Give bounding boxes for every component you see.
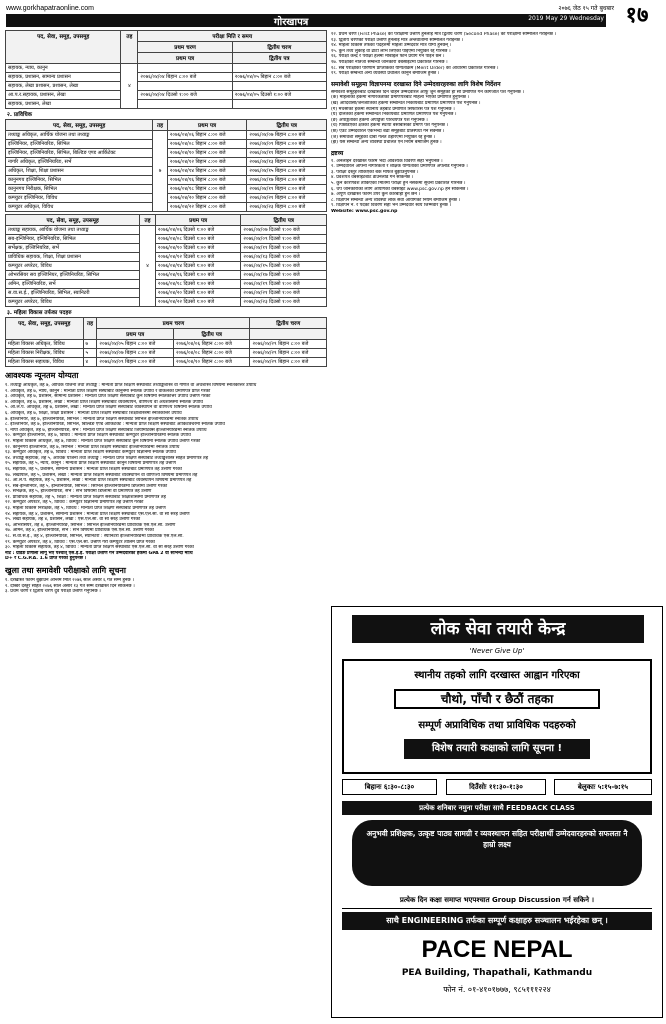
list-item: १५. कुनै तथ्य लुकाई वा ढाँटी लाभ लिएको पाइएमा नियुक्ति रद्द गरिनेछ । <box>331 48 451 54</box>
list-item: १०. कम्प्युटर इञ्जिनियर, तह ७, विविध : मान्यता प्राप्त शिक्षण संस्थाबाट कम्प्युटर इञ्जिनियरिङमा स्नातक उपाधि <box>5 433 191 439</box>
table-row: सब-इन्जिनियर, इन्जिनियरिङ, सिभिल २०७६/०४/०८ दिउसो १:०० बजे २०७६/०४/०९ दिउसो १:०० बजे <box>6 235 327 244</box>
note-line: नोट : ग्रेडिङ प्रणाली लागू भए पश्चात् एस.इ.ई. परीक्षा उत्तीर्ण गर्ने उम्मेदवारका हकमा GPA 2 वा सोभन्दा माथि <box>5 550 193 556</box>
header-date-np: २०७६ जेठ १५ गते बुधबार <box>558 5 614 12</box>
list-item: ५. आ.ले.प. अधिकृत, तह ७, प्रशासन, लेखा : मान्यता प्राप्त शिक्षण संस्थाबाट व्यवस्थापन वा वाणिज्य विषयमा स्नातक उपाधि <box>5 405 212 411</box>
class-times <box>342 779 652 795</box>
time-morning: बिहानः ६:३०-८:३० <box>342 779 437 795</box>
table-row: सर्भेक्षक, इञ्जिनियरिङ, सर्भे २०७६/०४/१० दिउसो १:०० बजे २०७६/०४/११ दिउसो १:०० बजे <box>6 244 327 253</box>
left-column <box>5 30 327 1020</box>
advert-features: अनुभवी प्रशिक्षक, उत्कृष्ट पाठ्य सामग्री र व्यवस्थापन सहित परीक्षार्थी उम्मेदवारहरुको सफलता नै हाम्रो लक्ष्य <box>352 820 642 886</box>
website-link[interactable]: Website: www.psc.gov.np <box>331 209 398 215</box>
list-item: ७. इञ्जिनियर, तह ७, इञ्जिनियरिङ, सिभिल : मान्यता प्राप्त शिक्षण संस्थाबाट सिभिल इञ्जिनियरिङमा स्नातक उपाधि <box>5 416 199 422</box>
list-item: १७. लेखापाल, तह ५, प्रशासन, लेखा : मान्यता प्राप्त शिक्षण संस्थाबाट व्यवस्थापन वा वाणिज्य विषयमा प्रमाणपत्र तह <box>5 472 198 478</box>
exam-info-heading: खुला तथा समावेशी परीक्षाको लागि सूचना <box>5 566 126 575</box>
exam-schedule-table-women: पद, सेवा, समूह, उपसमूह तह प्रथम चरण द्वितीय चरण प्रथम पत्र द्वितीय पत्र महिला विकास अधिकृत, विविध ७ २०७६/०४/०५ बिहान ८:०० बजे २०७६/०४/०६ बिहान ८:०० बजे २०७६/०४/२९ बिहान ८:०० बजे महिला विकास निरीक्षक, विविध ५ २०७६/०४/०७ बिहान ८:०० बजे २०७६/०४/०८ बिहान ८:०० बजे २०७६/०४/२९ बिहान ८:०० बजे महिला विकास सहायक, विविध ४ २०७६/०४/०९ बिहान ८:०० बजे २०७६/०४/१० बिहान ८:०० बजे २०७६/०४/२९ बिहान ८:०० बजे <box>5 317 327 367</box>
advert-line-4: विशेष तयारी कक्षाको लागि सूचना ! <box>404 739 590 759</box>
col-post-header: पद, सेवा, समूह, उपसमूह <box>6 31 121 64</box>
page-number: १७ <box>625 3 649 28</box>
list-item: ५. कुनै कारणवश तोकिएको मितिमा परीक्षा हुन नसकेमा सूचना प्रकाशित गरिनेछ । <box>331 181 466 187</box>
table-row: सहायक, प्रशासन, लेखा <box>6 100 327 109</box>
list-item: १६. सहायक, तह ५, प्रशासन, सामान्य प्रशासन : मान्यता प्राप्त शिक्षण संस्थाबाट प्रमाणपत्र तह उत्तीर्ण गरेको <box>5 466 182 472</box>
list-item: २२. कम्प्युटर अपरेटर, तह ५, विविध : कम्प्युटर विज्ञानमा प्रमाणपत्र तह उत्तीर्ण गरेको <box>5 500 144 506</box>
list-item: ६. अधिकृत, तह ७, शिक्षा, शिक्षा प्रशासन : मान्यता प्राप्त शिक्षण संस्थाबाट शिक्षाशास्त्रमा स्नातकोत्तर उपाधि <box>5 410 182 416</box>
table-row: कम्प्युटर अपरेटर, विविध २०७६/०४/२२ दिउसो १:०० बजे २०७६/०४/२३ दिउसो १:०० बजे <box>6 298 327 307</box>
list-item: २१. प्राविधिक सहायक, तह ५, शिक्षा : मान्यता प्राप्त शिक्षण संस्थाबाट शिक्षाशास्त्रमा प्रमाणपत्र तह <box>5 494 166 500</box>
list-item: २९. कम्प्युटर अपरेटर, तह ४, विविध : एस.एल.सी. उत्तीर्ण गरी कम्प्युटर तालिम प्राप्त गरेको <box>5 539 155 545</box>
col-exam-header: परीक्षा मिति र समय <box>138 31 327 42</box>
list-item: १४. महिला विकास तर्फका पदहरुमा महिला उम्मेदवार मात्र योग्य हुनेछन् । <box>331 43 452 49</box>
table-row: कानुनगय इञ्जिनियर, सिभिल २०७६/०४/१६ बिहान ८:०० बजे २०७६/०४/१७ बिहान ८:०० बजे <box>6 176 327 185</box>
note-line: D+ र C.G.P.A. 1.6 प्राप्त गरेको हुनुपर्नेछ । <box>5 556 87 562</box>
col-level-header: तह <box>121 31 138 64</box>
table-row: इञ्जिनियर, इञ्जिनियरिङ, सिभिल, बिल्डिङ एण्ड आर्किटेक्ट २०७६/०४/१० बिहान ८:०० बजे २०७६/०४/११ बिहान ८:०० बजे <box>6 149 327 158</box>
table-row: अधिकृत, शिक्षा, शिक्षा प्रशासन २०७६/०४/१४ बिहान ८:०० बजे २०७६/०४/१५ बिहान ८:०० बजे <box>6 167 327 176</box>
list-item: १. अनलाइन दरखास्त फारम भर्दा आवश्यक विवरण सही भर्नुपर्नेछ । <box>331 158 443 164</box>
list-item: (घ) दलितको हकमा सम्बन्धित निकायबाट प्रमाणित प्रमाणपत्र पेश गर्नुपर्नेछ । <box>331 112 457 118</box>
advert-line-2: चौथो, पाँचौ र छैठौं तहका <box>394 689 600 709</box>
table-row: सहायक, प्रशासन, सामान्य प्रशासन २०७६/०४/०४ बिहान ८:०० बजे २०७६/०४/०५ बिहान ८:०० बजे <box>6 73 327 82</box>
list-item: २. उम्मेदवारले आफ्नो नागरिकता र शैक्षिक योग्यताको प्रमाणपत्र अपलोड गर्नुपर्नेछ । <box>331 164 468 170</box>
brand-phone: फोन नं. ०१-४१०१७७७, ९८५१११२२४ <box>443 985 551 994</box>
website-url[interactable]: www.gorkhapatraonline.com <box>6 5 94 12</box>
table-row: महिला विकास सहायक, विविध ४ २०७६/०४/०९ बिहान ८:०० बजे २०७६/०४/१० बिहान ८:०० बजे २०७६/०४/२९ बिहान ८:०० बजे <box>6 358 327 367</box>
col-first-phase: प्रथम चरण <box>138 42 232 53</box>
list-item: ४. प्रवेशपत्र वेबसाइटबाट डाउनलोड गर्न सकिनेछ । <box>331 175 414 181</box>
list-item: ३०. महिला विकास सहायक, तह ४, विविध : मान्यता प्राप्त शिक्षण संस्थाबाट एस.एल.सी. वा सो सरह उत्तीर्ण गरेको <box>5 545 194 551</box>
newspaper-name: गोरखापत्र <box>274 17 309 28</box>
list-item: (ग) मधेसीको हकमा स्थानीय तहबाट प्रमाणित सिफारिस पत्र पेश गर्नुपर्नेछ । <box>331 106 455 112</box>
list-item: १३. द्वितीय चरणको परीक्षा उत्तीर्ण हुनेलाई मात्र अन्तर्वार्तामा सम्मिलित गराइनेछ । <box>331 37 464 43</box>
pace-nepal-advert <box>331 606 663 1018</box>
list-item: ४. अधिकृत, तह ७, प्रशासन, लेखा : मान्यता प्राप्त शिक्षण संस्थाबाट व्यवस्थापन, वाणिज्य वा अर्थशास्त्रमा स्नातक उपाधि <box>5 399 203 405</box>
advert-announcement-box <box>342 659 652 774</box>
group-discussion-note: प्रत्येक दिन कक्षा समाप्त भएपश्चात Group Discussion गर्न सकिने । <box>342 892 652 909</box>
list-item: (ङ) अपाङ्गताको हकमा अपाङ्गता परिचयपत्र पेश गर्नुपर्नेछ । <box>331 117 428 123</box>
qualifications-heading: आवश्यक न्यूनतम योग्यता <box>5 371 79 380</box>
inclusive-rules-heading: समावेशी समूहमा विज्ञापनमा दरखास्त दिने उम्मेदवारहरुका लागि विशेष निर्देशन <box>331 80 501 88</box>
table-row: आ.प.र.सहायक, प्रशासन, लेखा २०७६/०४/०४ दिउसो १:०० बजे २०७६/०४/०५ दिउसो १:०० बजे <box>6 91 327 100</box>
table-row: कम्प्युटर अधिकृत, विविध २०७६/०४/२२ बिहान ८:०० बजे २०७६/०४/२३ बिहान ८:०० बजे <box>6 203 327 212</box>
list-item: ९. विज्ञापन नं. र पदको विवरण सही भर्न उम्मेदवार स्वयं जिम्मेवार हुनेछ । <box>331 203 452 209</box>
table-row: सहायक, लेखा प्रशासन, प्रशासन, लेखा <box>6 82 327 91</box>
table-row: प्राविधिक सहायक, शिक्षा, शिक्षा प्रशासन २०७६/०४/१२ दिउसो १:०० बजे २०७६/०४/१३ दिउसो १:०० बजे <box>6 253 327 262</box>
list-item: १७. परीक्षाको नतिजा सम्बन्धी जानकारी वेबसाइटमा प्रकाशित गरिनेछ । <box>331 59 448 65</box>
list-item: ६. थप जानकारीका लागि आयोगको वेबसाइट www.psc.gov.np हेर्न सकिनेछ । <box>331 186 469 192</box>
list-item: २५. लेखा सहायक, तह ४, प्रशासन, लेखा : एस.एल.सी. वा सो सरह उत्तीर्ण गरेको <box>5 517 141 523</box>
notice-heading: द्रष्टव्य <box>331 149 344 157</box>
list-item: १९. सब-इन्जिनियर, तह ५, इन्जिनियरिङ, सिभिल : सिभिल इञ्जिनियरिङमा डिप्लोमा उत्तीर्ण गरेको <box>5 483 168 489</box>
table-row: स.वा.स.ई., इञ्जिनियरिङ, सिभिल, स्यानिटरी २०७६/०४/२० दिउसो १:०० बजे २०७६/०४/२१ दिउसो १:०० बजे <box>6 289 327 298</box>
inclusive-rules-list <box>331 90 663 146</box>
exam-schedule-table-technical: पद, सेवा, समूह, उपसमूह तह प्रथम पत्र द्वितीय पत्र तथ्याङ्क अधिकृत, आर्थिक योजना तथा तथ्याङ्क ७ २०७६/०४/०६ बिहान ८:०० बजे २०७६/०४/०७ बिहान ८:०० बजे इञ्जिनियर, इञ्जिनियरिङ, सिभिल २०७६/०४/०८ बिहान ८:०० बजे २०७६/०४/०९ बिहान ८:०० बजे इञ्जिनियर, इञ्जिनियरिङ, सिभिल, बिल्डिङ एण्ड आर्किटेक्ट २०७६/०४/१० बिहान ८:०० बजे २०७६/०४/११ बिहान ८:०० बजे नागरि अधिकृत, इञ्जिनियरिङ, सर्भे २०७६/०४/१२ बिहान ८:०० बजे २०७६/०४/१३ बिहान ८:०० बजे अधिकृत, शिक्षा, शिक्षा प्रशासन २०७६/०४/१४ बिहान ८:०० बजे २०७६/०४/१५ बिहान ८:०० बजे कानुनगय इञ्जिनियर, सिभिल २०७६/०४/१६ बिहान ८:०० बजे २०७६/०४/१७ बिहान ८:०० बजे कानुनगय निरीक्षक, सिभिल २०७६/०४/१८ बिहान ८:०० बजे २०७६/०४/१९ बिहान ८:०० बजे कम्प्युटर इञ्जिनियर, विविध २०७६/०४/२० बिहान ८:०० बजे २०७६/०४/२१ बिहान ८:०० बजे कम्प्युटर अधिकृत, विविध २०७६/०४/२२ बिहान ८:०० बजे २०७६/०४/२३ बिहान ८:०० बजे <box>5 119 327 212</box>
col-second-phase: द्वितीय चरण <box>232 42 326 53</box>
qualifications-list <box>5 383 327 562</box>
list-item: २४. सहायक, तह ४, प्रशासन, सामान्य प्रशासन : मान्यता प्राप्त शिक्षण संस्थाबाट एस.एल.सी. वा सो सरह उत्तीर्ण <box>5 511 190 517</box>
right-column <box>331 30 663 1020</box>
list-item: २७. अमिन, तह ४, इञ्जिनियरिङ, सर्भे : सर्भे विषयमा प्राविधिक एस.एल.सी. उत्तीर्ण गरेको <box>5 528 154 534</box>
notice-list <box>331 159 663 215</box>
list-item: २०. सर्भेक्षक, तह ५, इञ्जिनियरिङ, सर्भे : सर्भे विषयमा डिप्लोमा वा प्रमाणपत्र तह उत्तीर्ण <box>5 489 152 495</box>
list-item: समावेशी समूहहरुबाट दरखास्त दिन चाहने उम्मेदवारले आफू जुन समूहको हो सो प्रमाणित गर्ने कागजात पेश गर्नुपर्नेछ । <box>331 89 525 95</box>
list-item: (छ) एउटै उम्मेदवारले एकभन्दा बढी समूहबाट प्रतिस्पर्धा गर्न सक्नेछ । <box>331 128 445 134</box>
advert-brand <box>342 934 652 1014</box>
list-item: २६. ओभरसियर, तह ४, इञ्जिनियरिङ, सिभिल : सिभिल इञ्जिनियरिङमा प्राविधिक एस.एल.सी. उत्तीर्ण <box>5 522 176 528</box>
table-row: नागरि अधिकृत, इञ्जिनियरिङ, सर्भे २०७६/०४/१२ बिहान ८:०० बजे २०७६/०४/१३ बिहान ८:०० बजे <box>6 158 327 167</box>
exam-schedule-table-admin <box>5 30 327 109</box>
list-item: (ज) समावेशी समूहको दाबी गलत ठहरिएमा नियुक्ति रद्द हुनेछ । <box>331 134 436 140</box>
list-item: ३. परीक्षा दस्तुर तोकिएको बैंक मार्फत बुझाउनुपर्नेछ । <box>331 169 419 175</box>
list-item: १. तथ्याङ्क अधिकृत, तह ७, आर्थिक योजना तथा तथ्याङ्क : मान्यता प्राप्त शिक्षण संस्थाबाट तथ्याङ्कशास्त्र वा गणित वा अर्थशास्त्र विषयमा स्नातकोत्तर उपाधि <box>5 383 257 388</box>
section-technical: २. प्राविधिक <box>7 112 32 118</box>
list-item: १५. सहायक, तह ५, न्याय, कानुन : मान्यता प्राप्त शिक्षण संस्थाबाट कानुन विषयमा प्रमाणपत्र तह उत्तीर्ण <box>5 461 176 467</box>
list-item: २३. महिला विकास निरीक्षक, तह ५, विविध : मान्यता प्राप्त शिक्षण संस्थाबाट प्रमाणपत्र तह उत्तीर्ण <box>5 506 166 512</box>
list-item: १८. आ.ले.प. सहायक, तह ५, प्रशासन, लेखा : मान्यता प्राप्त शिक्षण संस्थाबाट व्यवस्थापन विषयमा प्रमाणपत्र तह <box>5 478 192 484</box>
list-item: (च) पिछडिएको क्षेत्रको हकमा स्थायी बसोबासको प्रमाण पेश गर्नुपर्नेछ । <box>331 123 449 129</box>
instructions-list <box>331 32 663 77</box>
col-first-paper: प्रथम पत्र <box>138 53 232 64</box>
col-second-paper: द्वितीय पत्र <box>232 53 326 64</box>
list-item: ११. महिला विकास अधिकृत, तह ७, विविध : मान्यता प्राप्त शिक्षण संस्थाबाट कुनै विषयमा स्नातक उपाधि उत्तीर्ण गरेको <box>5 438 201 444</box>
list-item: २८. स.वा.स.ई., तह ४, इञ्जिनियरिङ, सिभिल, स्यानिटरी : स्यानिटरी इञ्जिनियरिङमा प्राविधिक एस.एल.सी. <box>5 534 184 540</box>
list-item: १२. कानुनगय इञ्जिनियर, तह ७, सिभिल : मान्यता प्राप्त शिक्षण संस्थाबाट इञ्जिनियरिङमा स्नातक उपाधि <box>5 444 180 450</box>
list-item: २. अधिकृत, तह ७, न्याय, कानुन : मान्यता प्राप्त शिक्षण संस्थाबाट कानुनमा स्नातक उपाधि र वकिलको प्रमाणपत्र प्राप्त गरेको <box>5 388 211 394</box>
list-item: १४. तथ्याङ्क सहायक, तह ५, आर्थिक योजना तथा तथ्याङ्क : मान्यता प्राप्त शिक्षण संस्थाबाट तथ्याङ्कशास्त्र सहित प्रमाणपत्र तह <box>5 455 209 461</box>
table-row: इञ्जिनियर, इञ्जिनियरिङ, सिभिल २०७६/०४/०८ बिहान ८:०० बजे २०७६/०४/०९ बिहान ८:०० बजे <box>6 140 327 149</box>
table-row: कानुनगय निरीक्षक, सिभिल २०७६/०४/१८ बिहान ८:०० बजे २०७६/०४/१९ बिहान ८:०० बजे <box>6 185 327 194</box>
list-item: १२. प्रथम चरण (First Phase) को परीक्षामा उत्तीर्ण हुनेलाई मात्र द्वितीय चरण (Second Phase) को परीक्षामा सम्मिलित गराइनेछ । <box>331 32 557 37</box>
engineering-banner: साथै ENGINEERING तर्फका सम्पूर्ण कक्षाहरु सञ्चालन भईरहेका छन् । <box>342 912 652 930</box>
time-day: दिउँसोः ११:३०-१:३० <box>446 779 546 795</box>
list-item: ८. विज्ञापन सम्बन्धी अन्य व्यवस्था लोक सेवा आयोगको नियम बमोजिम हुनेछ । <box>331 197 461 203</box>
brand-address: PEA Building, Thapathali, Kathmandu <box>401 968 593 978</box>
list-item: १६. परीक्षा केन्द्र र परीक्षा हलमा मोबाइल फोन प्रयोग गर्न पाइने छैन । <box>331 54 445 60</box>
list-item: ९. नापी अधिकृत, तह ७, इञ्जिनियरिङ, सर्भे : मान्यता प्राप्त शिक्षण संस्थाबाट जियोमेटिक्स इञ्जिनियरिङमा स्नातक उपाधि <box>5 427 207 433</box>
header-date-en: 2019 May 29 Wednesday <box>528 15 604 22</box>
exam-info-list <box>5 578 327 595</box>
table-row: ओभरसियर सव इञ्जिनियर, इञ्जिनियरिङ, सिभिल २०७६/०४/१६ दिउसो १:०० बजे २०७६/०४/१७ दिउसो १:०० बजे <box>6 271 327 280</box>
list-item: २. दोब्बर दस्तुर सहित २०७६ साल असार १३ गते सम्म दरखास्त दिन सकिनेछ । <box>5 583 135 589</box>
list-item: (ख) आदिवासी/जनजातिको हकमा सम्बन्धित निकायबाट प्रमाणित प्रमाणपत्र पेश गर्नुपर्नेछ । <box>331 100 481 106</box>
advert-title: लोक सेवा तयारी केन्द्र <box>352 615 644 643</box>
list-item: (झ) यस सम्बन्धी अन्य व्यवस्था प्रचलित ऐन नियम बमोजिम हुनेछ । <box>331 140 442 146</box>
time-evening: बेलुकाः ५:१५-७:१५ <box>554 779 652 795</box>
section-women-development: ३. महिला विकास तर्फका पदहरु <box>7 310 72 316</box>
list-item: ८. इञ्जिनियर, तह ७, इञ्जिनियरिङ, सिभिल, बिल्डिङ एण्ड आर्किटेक्ट : मान्यता प्राप्त शिक्षण संस्थाबाट आर्किटेक्चरमा स्नातक उपाधि <box>5 422 225 428</box>
feedback-class-banner: प्रत्येक शनिबार नमुना परीक्षा साथै FEEDBACK CLASS <box>342 801 652 815</box>
advert-tagline: 'Never Give Up' <box>469 647 525 655</box>
advert-line-3: सम्पूर्ण अप्राविधिक तथा प्राविधिक पदहरुको <box>418 720 576 731</box>
table-row: कम्प्युटर अपरेटर, विविध २०७६/०४/१४ दिउसो १:०० बजे २०७६/०४/१५ दिउसो १:०० बजे <box>6 262 327 271</box>
list-item: ३. प्रथम चरण र द्वितीय चरण दुवै परीक्षा उत्तीर्ण गर्नुपर्नेछ । <box>5 589 101 595</box>
advert-line-1: स्थानीय तहको लागि दरखास्त आह्वान गरिएका <box>414 670 580 681</box>
list-item: १८. सबै परीक्षाको परिणाम प्राप्तांकको योग्यताक्रम (Merit Order) का आधारमा प्रकाशित गरिनेछ । <box>331 65 499 71</box>
list-item: १. दरखास्त फारम बुझाउने अन्तिम मिति २०७६ साल असार ६ गते सम्म हुनेछ । <box>5 578 134 583</box>
table-row: महिला विकास निरीक्षक, विविध ५ २०७६/०४/०७ बिहान ८:०० बजे २०७६/०४/०८ बिहान ८:०० बजे २०७६/०४/२९ बिहान ८:०० बजे <box>6 349 327 358</box>
list-item: ७. अपूर्ण दरखास्त फारम उपर कुनै कारबाही हुने छैन । <box>331 192 421 198</box>
list-item: (क) महिलाको हकमा नागरिकताको प्रमाणपत्रबाट महिला भएको प्रमाणित हुनुपर्नेछ । <box>331 95 470 101</box>
list-item: ३. अधिकृत, तह ७, प्रशासन, सामान्य प्रशासन : मान्यता प्राप्त शिक्षण संस्थाबाट कुनै विषयमा स्नातकोत्तर उपाधि उत्तीर्ण गरेको <box>5 394 211 400</box>
table-row: सहायक, न्याय, कानुन ४ <box>6 64 327 73</box>
table-row: महिला विकास अधिकृत, विविध ७ २०७६/०४/०५ बिहान ८:०० बजे २०७६/०४/०६ बिहान ८:०० बजे २०७६/०४/२९ बिहान ८:०० बजे <box>6 340 327 349</box>
table-row: अमिन, इञ्जिनियरिङ, सर्भे २०७६/०४/१८ दिउसो १:०० बजे २०७६/०४/१९ दिउसो १:०० बजे <box>6 280 327 289</box>
list-item: १९. परीक्षा सम्बन्धी अन्य व्यवस्था प्रचलित कानुन बमोजिम हुनेछ । <box>331 71 440 77</box>
page-header <box>4 3 662 29</box>
table-row: तथ्याङ्क अधिकृत, आर्थिक योजना तथा तथ्याङ्क ७ २०७६/०४/०६ बिहान ८:०० बजे २०७६/०४/०७ बिहान ८:०० बजे <box>6 131 327 140</box>
brand-name: PACE NEPAL <box>421 936 573 963</box>
exam-schedule-table-assistant: पद, सेवा, समूह, उपसमूह तह प्रथम पत्र द्वितीय पत्र तथ्याङ्क सहायक, आर्थिक योजना तथा तथ्याङ्क ४ २०७६/०४/०६ दिउसो १:०० बजे २०७६/०४/०७ दिउसो १:०० बजे सब-इन्जिनियर, इन्जिनियरिङ, सिभिल २०७६/०४/०८ दिउसो १:०० बजे २०७६/०४/०९ दिउसो १:०० बजे सर्भेक्षक, इञ्जिनियरिङ, सर्भे २०७६/०४/१० दिउसो १:०० बजे २०७६/०४/११ दिउसो १:०० बजे प्राविधिक सहायक, शिक्षा, शिक्षा प्रशासन २०७६/०४/१२ दिउसो १:०० बजे २०७६/०४/१३ दिउसो १:०० बजे कम्प्युटर अपरेटर, विविध २०७६/०४/१४ दिउसो १:०० बजे २०७६/०४/१५ दिउसो १:०० बजे ओभरसियर सव इञ्जिनियर, इञ्जिनियरिङ, सिभिल २०७६/०४/१६ दिउसो १:०० बजे २०७६/०४/१७ दिउसो १:०० बजे अमिन, इञ्जिनियरिङ, सर्भे २०७६/०४/१८ दिउसो १:०० बजे २०७६/०४/१९ दिउसो १:०० बजे स.वा.स.ई., इञ्जिनियरिङ, सिभिल, स्यानिटरी २०७६/०४/२० दिउसो १:०० बजे २०७६/०४/२१ दिउसो १:०० बजे कम्प्युटर अपरेटर, विविध २०७६/०४/२२ दिउसो १:०० बजे २०७६/०४/२३ दिउसो १:०० बजे <box>5 214 327 307</box>
list-item: १३. कम्प्युटर अधिकृत, तह ७, विविध : मान्यता प्राप्त शिक्षण संस्थाबाट कम्प्युटर विज्ञानमा स्नातक उपाधि <box>5 450 176 456</box>
table-row: कम्प्युटर इञ्जिनियर, विविध २०७६/०४/२० बिहान ८:०० बजे २०७६/०४/२१ बिहान ८:०० बजे <box>6 194 327 203</box>
table-row: तथ्याङ्क सहायक, आर्थिक योजना तथा तथ्याङ्क ४ २०७६/०४/०६ दिउसो १:०० बजे २०७६/०४/०७ दिउसो १:०० बजे <box>6 226 327 235</box>
